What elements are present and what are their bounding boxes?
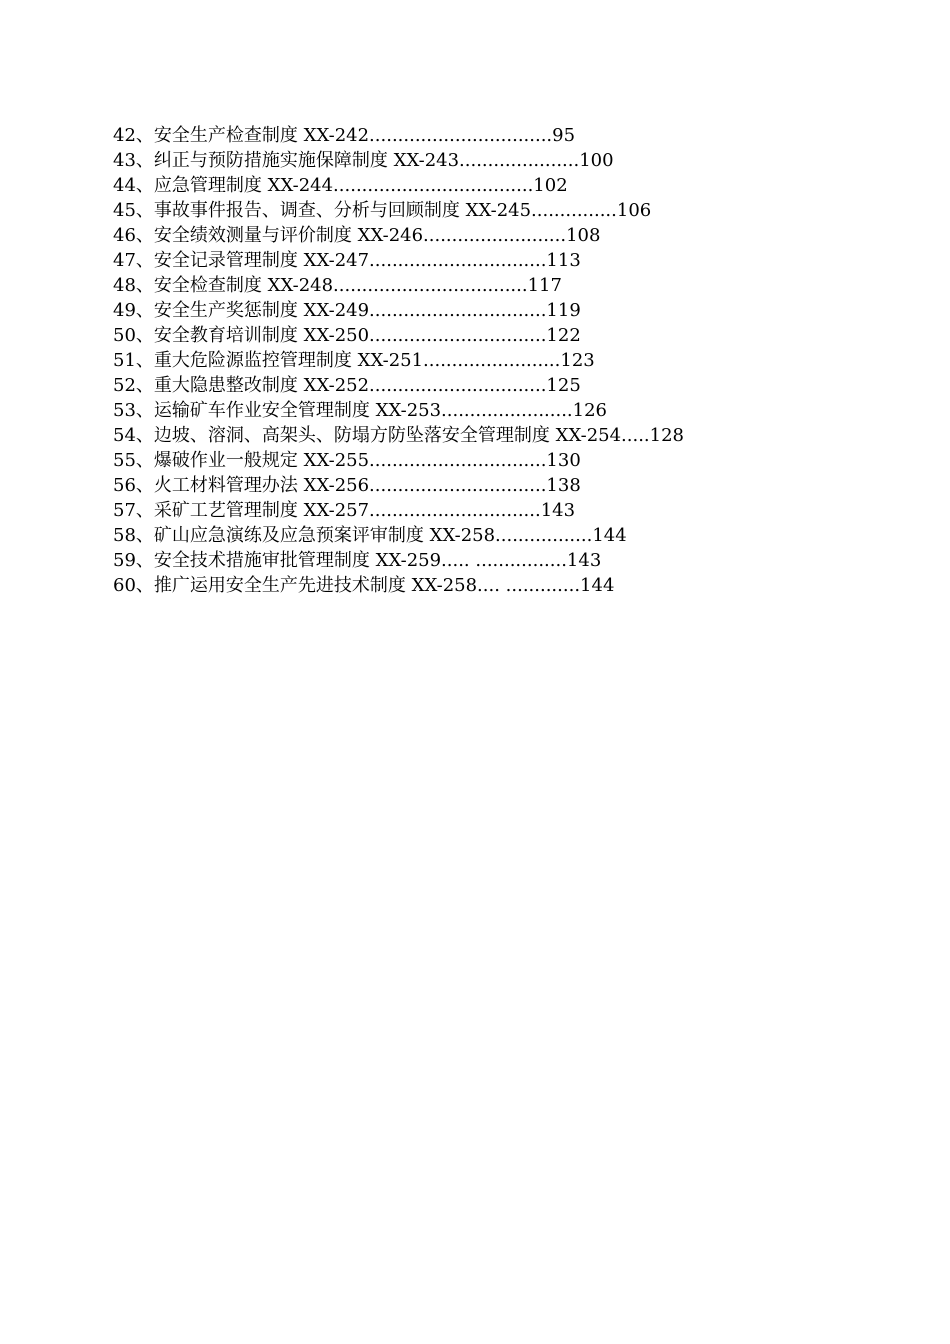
toc-entry: 51、重大危险源监控管理制度 XX-251........................123 [113,350,595,371]
toc-entry: 45、事故事件报告、调查、分析与回顾制度 XX-245...............106 [113,200,652,221]
toc-entry: 55、爆破作业一般规定 XX-255...............................130 [113,450,581,471]
toc-entry: 58、矿山应急演练及应急预案评审制度 XX-258.................144 [113,525,627,546]
toc-entry: 44、应急管理制度 XX-244...................................102 [113,175,568,196]
toc-entry: 47、安全记录管理制度 XX-247...............................113 [113,250,581,271]
toc-entry: 48、安全检查制度 XX-248..................................117 [113,275,562,296]
toc-entry: 43、纠正与预防措施实施保障制度 XX-243.....................100 [113,150,614,171]
toc-entry: 53、运输矿车作业安全管理制度 XX-253.......................126 [113,400,608,421]
table-of-contents [113,123,833,598]
toc-entry: 46、安全绩效测量与评价制度 XX-246.........................108 [113,225,601,246]
toc-entry: 52、重大隐患整改制度 XX-252...............................125 [113,375,581,396]
toc-entry: 56、火工材料管理办法 XX-256...............................138 [113,475,581,496]
toc-entry: 59、安全技术措施审批管理制度 XX-259..... ................143 [113,550,602,571]
toc-entry: 50、安全教育培训制度 XX-250...............................122 [113,325,581,346]
toc-entry: 60、推广运用安全生产先进技术制度 XX-258.... .............144 [113,575,615,596]
toc-entry: 42、安全生产检查制度 XX-242................................95 [113,125,576,146]
toc-entry: 57、采矿工艺管理制度 XX-257..............................143 [113,500,576,521]
toc-entry: 54、边坡、溶洞、高架头、防塌方防坠落安全管理制度 XX-254.....128 [113,425,685,446]
toc-entry: 49、安全生产奖惩制度 XX-249...............................119 [113,300,581,321]
